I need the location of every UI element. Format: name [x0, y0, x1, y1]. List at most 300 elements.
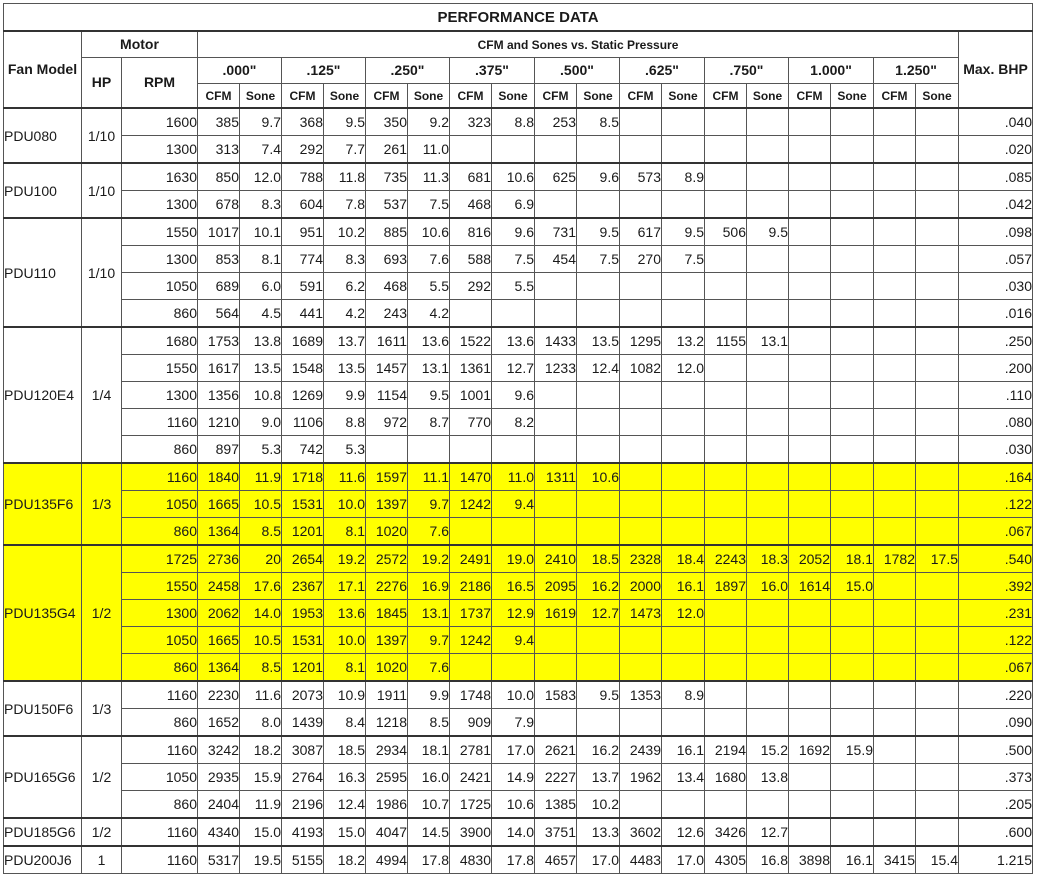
sone-cell [916, 654, 959, 682]
cfm-cell [620, 273, 662, 300]
pressure-header: .625" [620, 58, 705, 84]
performance-table-body [4, 108, 1033, 874]
sone-cell: 12.7 [747, 818, 789, 846]
sone-cell: 15.0 [831, 573, 874, 600]
cfm-cell [450, 654, 492, 682]
cfm-cell [874, 136, 916, 164]
sone-cell [747, 791, 789, 819]
cfm-cell: 1106 [282, 409, 324, 436]
sone-cell: 17.0 [662, 846, 705, 874]
sone-cell [916, 491, 959, 518]
cfm-cell: 4994 [366, 846, 408, 874]
max-bhp-cell: 1.215 [959, 846, 1033, 874]
cfm-cell: 3087 [282, 736, 324, 764]
max-bhp-cell: .373 [959, 764, 1033, 791]
cfm-cell [705, 382, 747, 409]
cfm-cell [535, 518, 577, 546]
cfm-cell: 909 [450, 709, 492, 737]
sone-cell: 13.8 [747, 764, 789, 791]
cfm-cell: 2062 [198, 600, 240, 627]
sone-cell [831, 709, 874, 737]
cfm-cell: 506 [705, 218, 747, 246]
table-row [4, 764, 1033, 791]
sone-cell: 12.0 [662, 600, 705, 627]
cfm-cell [789, 600, 831, 627]
cfm-cell: 2052 [789, 545, 831, 573]
sone-cell: 8.5 [240, 518, 282, 546]
sone-cell: 16.0 [747, 573, 789, 600]
table-row [4, 246, 1033, 273]
cfm-cell: 1385 [535, 791, 577, 819]
sone-cell: 7.6 [408, 654, 450, 682]
sone-cell: 9.5 [577, 218, 620, 246]
cfm-cell [450, 300, 492, 328]
cfm-cell: 2186 [450, 573, 492, 600]
sone-cell: 12.7 [577, 600, 620, 627]
max-bhp-cell: .040 [959, 108, 1033, 136]
cfm-cell: 1017 [198, 218, 240, 246]
cfm-cell: 454 [535, 246, 577, 273]
cfm-cell [874, 191, 916, 219]
sone-cell: 10.5 [240, 491, 282, 518]
cfm-cell: 604 [282, 191, 324, 219]
sone-cell: 7.4 [240, 136, 282, 164]
cfm-cell [620, 382, 662, 409]
cfm-cell: 4340 [198, 818, 240, 846]
cfm-cell: 2421 [450, 764, 492, 791]
table-row [4, 709, 1033, 737]
cfm-cell: 2781 [450, 736, 492, 764]
cfm-cell: 678 [198, 191, 240, 219]
cfm-cell [789, 191, 831, 219]
cfm-cell [620, 191, 662, 219]
sone-cell: 16.9 [408, 573, 450, 600]
sone-cell [747, 246, 789, 273]
cfm-cell: 1718 [282, 463, 324, 491]
table-row [4, 409, 1033, 436]
sone-cell: 16.2 [577, 736, 620, 764]
sone-cell: 17.8 [408, 846, 450, 874]
rpm-cell: 1550 [122, 573, 198, 600]
cfm-cell [620, 518, 662, 546]
cfm-cell [705, 436, 747, 464]
sone-cell: 14.0 [240, 600, 282, 627]
sone-cell: 7.5 [577, 246, 620, 273]
sone-cell: 15.2 [747, 736, 789, 764]
max-bhp-cell: .122 [959, 491, 1033, 518]
table-row [4, 191, 1033, 219]
sone-cell [831, 791, 874, 819]
sone-cell [831, 627, 874, 654]
sone-subheader: Sone [747, 84, 789, 109]
sone-cell: 6.0 [240, 273, 282, 300]
sone-cell [492, 300, 535, 328]
cfm-cell [874, 491, 916, 518]
cfm-subheader: CFM [874, 84, 916, 109]
sone-cell: 11.3 [408, 163, 450, 191]
table-row [4, 545, 1033, 573]
cfm-cell: 2227 [535, 764, 577, 791]
cfm-cell: 1617 [198, 355, 240, 382]
cfm-cell [705, 163, 747, 191]
sone-cell: 15.0 [240, 818, 282, 846]
table-row [4, 108, 1033, 136]
sone-cell: 9.7 [408, 627, 450, 654]
max-bhp-cell: .200 [959, 355, 1033, 382]
sone-cell: 8.1 [240, 246, 282, 273]
cfm-cell [705, 355, 747, 382]
table-row [4, 355, 1033, 382]
cfm-cell: 1201 [282, 654, 324, 682]
pressure-header: .250" [366, 58, 450, 84]
max-bhp-header: Max. BHP [959, 31, 1033, 108]
cfm-cell: 313 [198, 136, 240, 164]
sone-cell [916, 108, 959, 136]
sone-cell [747, 163, 789, 191]
cfm-cell: 573 [620, 163, 662, 191]
cfm-cell: 1311 [535, 463, 577, 491]
sone-cell: 8.3 [240, 191, 282, 219]
cfm-cell [874, 300, 916, 328]
sone-cell: 13.1 [747, 327, 789, 355]
rpm-cell: 1300 [122, 136, 198, 164]
sone-cell: 11.6 [324, 463, 366, 491]
rpm-cell: 860 [122, 436, 198, 464]
cfm-cell [874, 218, 916, 246]
cfm-cell [789, 627, 831, 654]
cfm-cell [450, 136, 492, 164]
sone-cell [747, 273, 789, 300]
cfm-cell [366, 436, 408, 464]
max-bhp-cell: .110 [959, 382, 1033, 409]
rpm-cell: 860 [122, 791, 198, 819]
sone-cell [577, 409, 620, 436]
sone-cell: 13.2 [662, 327, 705, 355]
sone-cell: 16.1 [831, 846, 874, 874]
cfm-subheader: CFM [705, 84, 747, 109]
cfm-sones-header: CFM and Sones vs. Static Pressure [198, 31, 959, 58]
sone-subheader: Sone [916, 84, 959, 109]
sone-subheader: Sone [831, 84, 874, 109]
cfm-cell: 5155 [282, 846, 324, 874]
sone-cell [577, 136, 620, 164]
rpm-cell: 1550 [122, 218, 198, 246]
cfm-cell: 1845 [366, 600, 408, 627]
sone-cell: 10.7 [408, 791, 450, 819]
sone-cell [662, 191, 705, 219]
sone-cell [831, 764, 874, 791]
sone-cell: 13.5 [240, 355, 282, 382]
cfm-cell: 2439 [620, 736, 662, 764]
cfm-cell: 693 [366, 246, 408, 273]
sone-cell [747, 191, 789, 219]
sone-cell: 9.4 [492, 627, 535, 654]
cfm-cell [874, 518, 916, 546]
sone-cell: 9.5 [577, 681, 620, 709]
cfm-cell [874, 355, 916, 382]
rpm-cell: 1050 [122, 627, 198, 654]
rpm-cell: 1160 [122, 463, 198, 491]
sone-subheader: Sone [492, 84, 535, 109]
sone-cell: 8.9 [662, 681, 705, 709]
rpm-cell: 1300 [122, 246, 198, 273]
sone-cell: 5.3 [240, 436, 282, 464]
table-row [4, 736, 1033, 764]
sone-cell [916, 573, 959, 600]
sone-cell: 13.7 [577, 764, 620, 791]
sone-cell [662, 463, 705, 491]
cfm-cell: 1470 [450, 463, 492, 491]
rpm-cell: 860 [122, 654, 198, 682]
sone-cell: 8.7 [408, 409, 450, 436]
table-row [4, 218, 1033, 246]
cfm-cell: 1531 [282, 627, 324, 654]
sone-cell [916, 191, 959, 219]
cfm-cell: 537 [366, 191, 408, 219]
sone-cell [492, 136, 535, 164]
sone-cell: 16.2 [577, 573, 620, 600]
rpm-cell: 1160 [122, 736, 198, 764]
cfm-cell [705, 108, 747, 136]
sone-cell: 15.4 [916, 846, 959, 874]
fan-model-cell: PDU135F6 [4, 463, 82, 545]
sone-cell [662, 709, 705, 737]
sone-cell: 14.9 [492, 764, 535, 791]
cfm-cell: 681 [450, 163, 492, 191]
sone-cell: 12.4 [577, 355, 620, 382]
rpm-cell: 1050 [122, 273, 198, 300]
sone-cell [916, 518, 959, 546]
sone-cell: 13.5 [577, 327, 620, 355]
cfm-cell: 2230 [198, 681, 240, 709]
cfm-cell: 1242 [450, 627, 492, 654]
cfm-cell [620, 709, 662, 737]
cfm-cell: 270 [620, 246, 662, 273]
table-row [4, 491, 1033, 518]
sone-cell [747, 108, 789, 136]
sone-cell [577, 191, 620, 219]
sone-cell: 18.2 [240, 736, 282, 764]
cfm-cell: 588 [450, 246, 492, 273]
sone-cell: 19.0 [492, 545, 535, 573]
cfm-cell [620, 491, 662, 518]
fan-model-cell: PDU150F6 [4, 681, 82, 736]
sone-cell: 5.3 [324, 436, 366, 464]
table-row [4, 382, 1033, 409]
sone-cell: 4.5 [240, 300, 282, 328]
cfm-cell: 5317 [198, 846, 240, 874]
sone-cell: 13.1 [408, 355, 450, 382]
sone-cell [831, 409, 874, 436]
cfm-cell: 2621 [535, 736, 577, 764]
cfm-cell [789, 355, 831, 382]
sone-cell [916, 791, 959, 819]
sone-cell [747, 382, 789, 409]
cfm-cell: 2000 [620, 573, 662, 600]
rpm-cell: 1160 [122, 409, 198, 436]
cfm-cell [450, 518, 492, 546]
cfm-cell [789, 382, 831, 409]
cfm-cell [789, 409, 831, 436]
cfm-cell: 4483 [620, 846, 662, 874]
sone-cell [831, 136, 874, 164]
cfm-cell: 2404 [198, 791, 240, 819]
sone-cell: 9.7 [408, 491, 450, 518]
cfm-cell [705, 518, 747, 546]
cfm-cell: 1652 [198, 709, 240, 737]
cfm-cell: 1548 [282, 355, 324, 382]
sone-cell: 9.4 [492, 491, 535, 518]
cfm-cell: 1911 [366, 681, 408, 709]
sone-cell: 11.1 [408, 463, 450, 491]
sone-cell: 10.6 [577, 463, 620, 491]
sone-cell: 15.9 [831, 736, 874, 764]
sone-cell: 7.9 [492, 709, 535, 737]
cfm-cell: 1665 [198, 491, 240, 518]
cfm-cell [874, 573, 916, 600]
cfm-cell: 2367 [282, 573, 324, 600]
sone-cell [831, 300, 874, 328]
sone-cell: 18.5 [577, 545, 620, 573]
cfm-cell: 788 [282, 163, 324, 191]
cfm-cell: 816 [450, 218, 492, 246]
table-row [4, 518, 1033, 546]
cfm-cell [535, 627, 577, 654]
sone-cell: 13.6 [492, 327, 535, 355]
cfm-cell: 617 [620, 218, 662, 246]
max-bhp-cell: .205 [959, 791, 1033, 819]
sone-cell: 9.5 [324, 108, 366, 136]
cfm-cell: 2328 [620, 545, 662, 573]
cfm-cell [874, 327, 916, 355]
cfm-cell: 1361 [450, 355, 492, 382]
cfm-cell [789, 791, 831, 819]
sone-cell [831, 108, 874, 136]
rpm-cell: 1725 [122, 545, 198, 573]
cfm-cell [620, 108, 662, 136]
cfm-subheader: CFM [282, 84, 324, 109]
hp-cell: 1/4 [82, 327, 122, 463]
sone-cell [831, 681, 874, 709]
cfm-cell: 3242 [198, 736, 240, 764]
sone-cell [831, 491, 874, 518]
cfm-cell [874, 627, 916, 654]
cfm-cell: 4305 [705, 846, 747, 874]
hp-cell: 1/10 [82, 163, 122, 218]
cfm-cell: 1155 [705, 327, 747, 355]
sone-cell: 7.5 [492, 246, 535, 273]
sone-cell: 11.9 [240, 463, 282, 491]
cfm-cell: 2194 [705, 736, 747, 764]
cfm-cell: 350 [366, 108, 408, 136]
cfm-cell: 243 [366, 300, 408, 328]
cfm-cell [789, 273, 831, 300]
sone-cell: 8.3 [324, 246, 366, 273]
max-bhp-cell: .250 [959, 327, 1033, 355]
cfm-cell: 1218 [366, 709, 408, 737]
sone-cell [662, 136, 705, 164]
sone-cell [662, 518, 705, 546]
cfm-cell [789, 163, 831, 191]
cfm-cell: 4657 [535, 846, 577, 874]
sone-cell: 8.1 [324, 518, 366, 546]
cfm-cell [620, 627, 662, 654]
hp-cell: 1/3 [82, 681, 122, 736]
cfm-cell [705, 409, 747, 436]
cfm-cell: 591 [282, 273, 324, 300]
cfm-cell: 441 [282, 300, 324, 328]
cfm-cell: 1457 [366, 355, 408, 382]
pressure-header: .500" [535, 58, 620, 84]
sone-cell [916, 136, 959, 164]
rpm-cell: 860 [122, 709, 198, 737]
cfm-cell: 625 [535, 163, 577, 191]
sone-cell: 14.5 [408, 818, 450, 846]
max-bhp-cell: .090 [959, 709, 1033, 737]
rpm-cell: 1550 [122, 355, 198, 382]
sone-cell: 10.6 [408, 218, 450, 246]
hp-cell: 1/10 [82, 218, 122, 327]
sone-cell: 10.8 [240, 382, 282, 409]
max-bhp-cell: .392 [959, 573, 1033, 600]
pressure-header: .125" [282, 58, 366, 84]
cfm-cell [450, 436, 492, 464]
cfm-cell: 774 [282, 246, 324, 273]
sone-cell [662, 273, 705, 300]
table-row [4, 136, 1033, 164]
sone-cell [916, 273, 959, 300]
cfm-cell: 2595 [366, 764, 408, 791]
rpm-cell: 1160 [122, 681, 198, 709]
sone-subheader: Sone [240, 84, 282, 109]
table-row [4, 163, 1033, 191]
sone-cell [662, 409, 705, 436]
cfm-cell: 323 [450, 108, 492, 136]
rpm-cell: 1680 [122, 327, 198, 355]
sone-cell: 9.5 [662, 218, 705, 246]
sone-cell [577, 436, 620, 464]
sone-cell [577, 518, 620, 546]
sone-cell [662, 627, 705, 654]
sone-subheader: Sone [324, 84, 366, 109]
cfm-subheader: CFM [535, 84, 577, 109]
sone-cell: 13.7 [324, 327, 366, 355]
cfm-cell: 2458 [198, 573, 240, 600]
sone-cell [831, 218, 874, 246]
cfm-cell [789, 463, 831, 491]
cfm-cell: 1364 [198, 518, 240, 546]
sone-cell: 8.5 [577, 108, 620, 136]
cfm-cell: 850 [198, 163, 240, 191]
cfm-cell: 1962 [620, 764, 662, 791]
sone-cell [747, 654, 789, 682]
sone-cell: 17.0 [492, 736, 535, 764]
cfm-cell: 1201 [282, 518, 324, 546]
sone-cell: 4.2 [324, 300, 366, 328]
sone-cell: 18.2 [324, 846, 366, 874]
max-bhp-cell: .122 [959, 627, 1033, 654]
cfm-cell: 1473 [620, 600, 662, 627]
sone-cell: 7.6 [408, 246, 450, 273]
cfm-cell: 1364 [198, 654, 240, 682]
pressure-header: .750" [705, 58, 789, 84]
sone-cell [916, 818, 959, 846]
cfm-cell [705, 654, 747, 682]
cfm-cell: 3426 [705, 818, 747, 846]
cfm-cell: 292 [282, 136, 324, 164]
cfm-cell [620, 436, 662, 464]
sone-cell: 17.8 [492, 846, 535, 874]
